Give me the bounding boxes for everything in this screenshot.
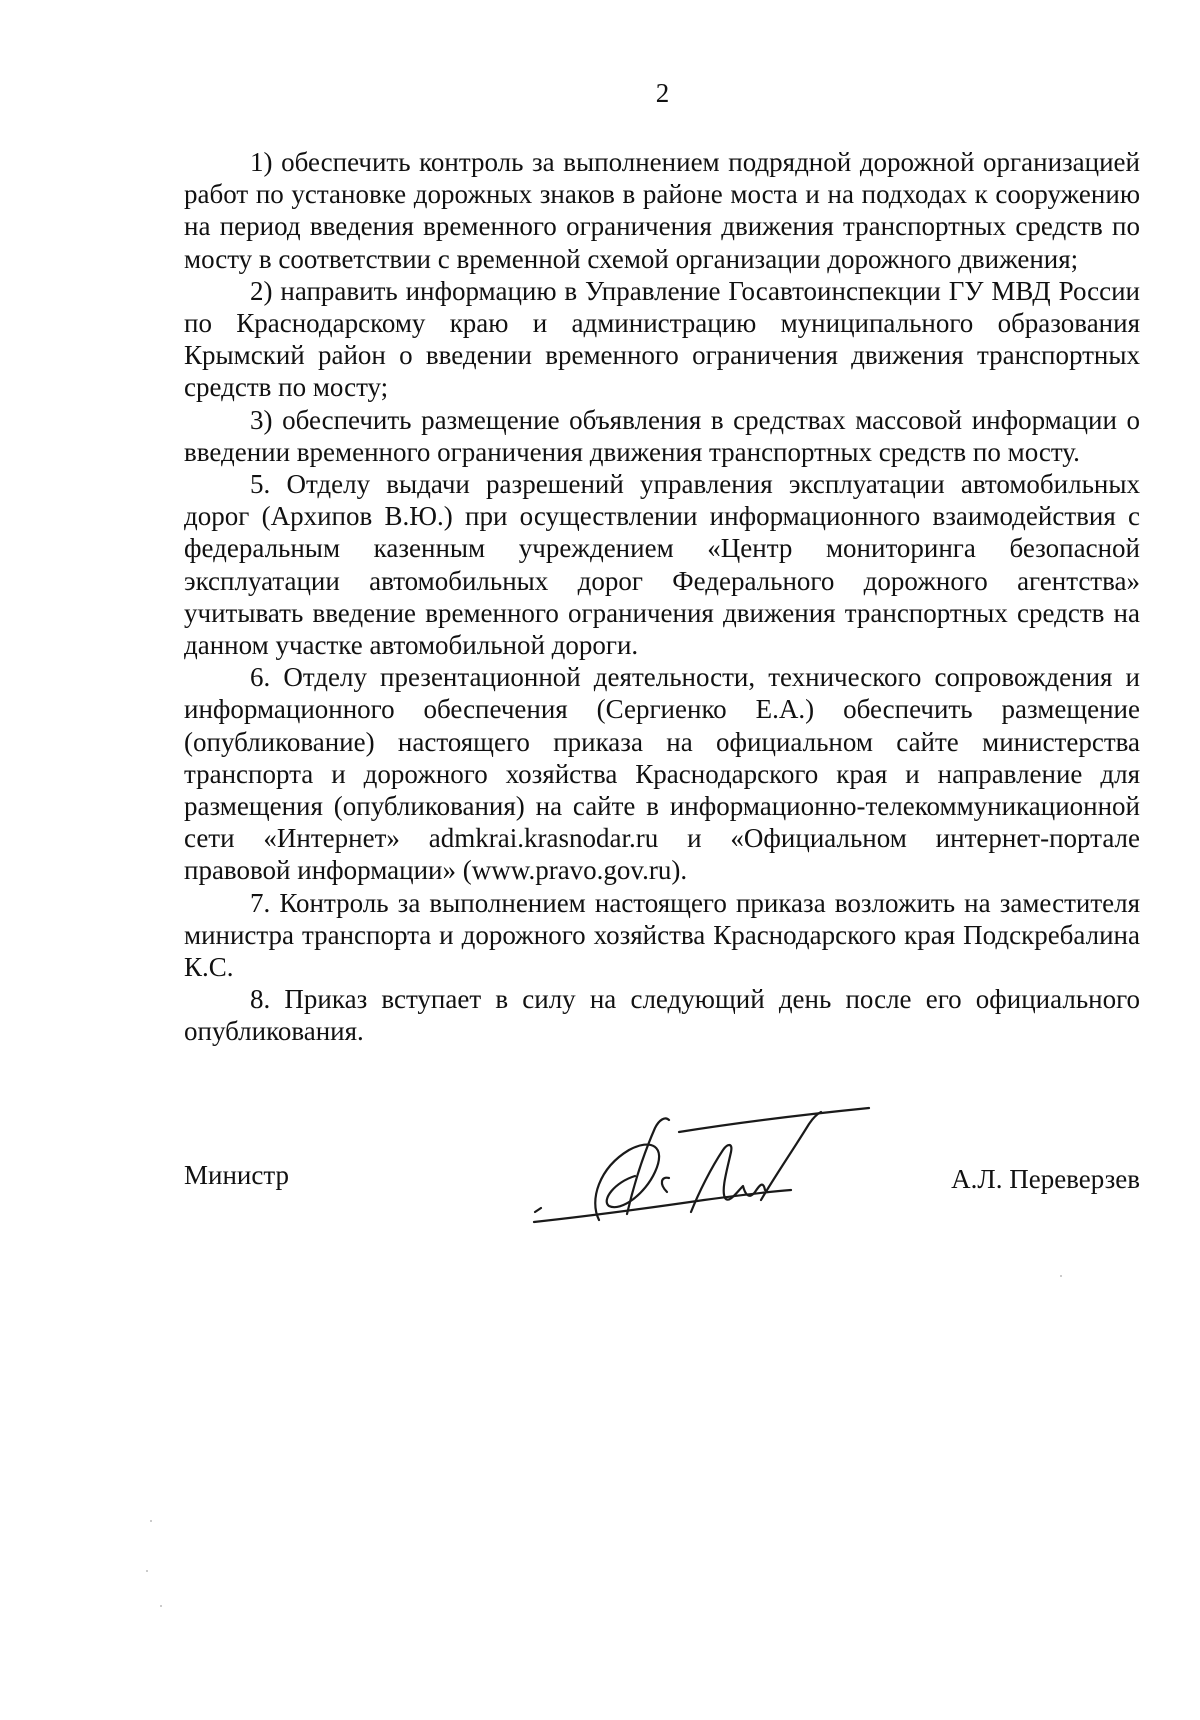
- scan-speck: [150, 1520, 152, 1522]
- document-body: [184, 146, 1140, 1048]
- paragraph-item-1: 1) обеспечить контроль за выполнением подрядной дорожной организацией работ по установке дорожных знаков в районе моста и на подходах к сооружению на период введения временного ограничения движения транспортных средств по мосту в соответствии с временной схемой организации дорожного движения;: [184, 147, 1140, 274]
- page-number: 2: [655, 78, 670, 108]
- scan-speck: [1060, 1275, 1062, 1277]
- signer-position: Министр: [184, 1160, 289, 1190]
- handwritten-signature: [529, 1080, 889, 1230]
- paragraph-item-2: 2) направить информацию в Управление Госавтоинспекции ГУ МВД России по Краснодарскому краю и администрацию муниципального образования Крымский район о введении временного ограничения движения транспортных средств по мосту;: [184, 275, 1140, 403]
- paragraph-section-8: 8. Приказ вступает в силу на следующий день после его официального опубликования.: [184, 984, 1140, 1047]
- scan-speck: [146, 1570, 148, 1572]
- paragraph-section-5: 5. Отделу выдачи разрешений управления эксплуатации автомобильных дорог (Архипов В.Ю.) при осуществлении информационного взаимодействия с федеральным казенным учреждением «Центр мониторинга безопасной эксплуатации автомобильных дорог Федерального дорожного агентства» учитывать введение временного ограничения движения транспортных средств на данном участке автомобильной дороги.: [184, 469, 1140, 661]
- scan-speck: [160, 1605, 162, 1607]
- paragraph-item-3: 3) обеспечить размещение объявления в средствах массовой информации о введении временного ограничения движения транспортных средств по мосту.: [184, 404, 1140, 467]
- signer-name: А.Л. Переверзев: [951, 1164, 1140, 1194]
- signature-block: [184, 1140, 1140, 1260]
- paragraph-section-6: 6. Отделу презентационной деятельности, технического сопровождения и информационного обеспечения (Сергиенко Е.А.) обеспечить размещение (опубликование) настоящего приказа на официальном сайте министерства транспорта и дорожного хозяйства Краснодарского края и направление для размещения (опубликования) на сайте в информационно-телекоммуникационной сети «Интернет» admkrai.krasnodar.ru и «Официальном интернет-портале правовой информации» (www.pravo.gov.ru).: [184, 662, 1140, 886]
- paragraph-section-7: 7. Контроль за выполнением настоящего приказа возложить на заместителя министра транспорта и дорожного хозяйства Краснодарского края Подскребалина К.С.: [184, 887, 1140, 983]
